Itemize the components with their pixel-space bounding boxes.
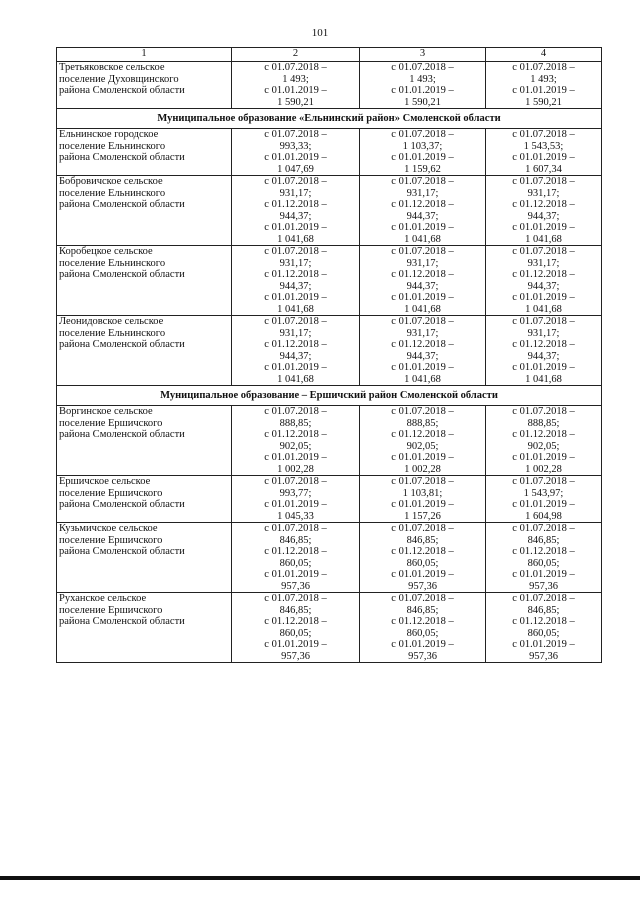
rate-line: 1 103,37;	[402, 140, 443, 152]
section-heading: Муниципальное образование «Ельнинский район» Смоленской области	[57, 109, 602, 129]
rate-cell-c2	[232, 316, 360, 386]
tariff-table	[56, 47, 602, 663]
rate-line: 931,17;	[279, 327, 312, 339]
rate-cell-c3	[360, 523, 486, 593]
column-number-2: 2	[232, 48, 360, 62]
rate-line: с 01.01.2019 –	[391, 569, 454, 580]
rate-line: с 01.07.2018 –	[391, 476, 454, 487]
rate-line: 846,85;	[279, 604, 312, 616]
settlement-name-line: поселение Ельнинского	[59, 257, 166, 269]
rate-line: с 01.01.2019 –	[512, 569, 575, 580]
rate-line: 1 493;	[409, 73, 436, 85]
rate-line: 931,17;	[279, 257, 312, 269]
rate-cell-c4	[486, 176, 602, 246]
rate-line: 931,17;	[406, 187, 439, 199]
rate-line: 860,05;	[279, 627, 312, 639]
rate-line: с 01.12.2018 –	[512, 616, 575, 627]
settlement-name-line: Воргинское сельское	[59, 406, 153, 417]
rate-line: с 01.07.2018 –	[264, 176, 327, 187]
rate-line: с 01.07.2018 –	[264, 523, 327, 534]
rate-line: 1 041,68	[404, 233, 441, 245]
rate-cell-c4	[486, 62, 602, 109]
rate-line: с 01.07.2018 –	[264, 593, 327, 604]
rate-line: 902,05;	[279, 440, 312, 452]
rate-line: с 01.07.2018 –	[391, 316, 454, 327]
rate-line: с 01.12.2018 –	[512, 429, 575, 440]
rate-line: 944,37;	[406, 210, 439, 222]
settlement-row	[57, 129, 602, 176]
settlement-name	[57, 523, 232, 593]
rate-line: 931,17;	[279, 187, 312, 199]
settlement-name-line: Ельнинское городское	[59, 129, 159, 140]
rate-line: 944,37;	[527, 280, 560, 292]
rate-line: с 01.01.2019 –	[264, 362, 327, 373]
settlement-name-line: Руханское сельское	[59, 593, 147, 604]
rate-line: 1 041,68	[525, 233, 562, 245]
rate-line: 1 041,68	[277, 233, 314, 245]
rate-line: с 01.01.2019 –	[512, 362, 575, 373]
rate-line: 1 590,21	[277, 96, 314, 108]
settlement-name-line: района Смоленской области	[59, 269, 185, 280]
rate-line: с 01.12.2018 –	[264, 616, 327, 627]
rate-line: с 01.01.2019 –	[391, 499, 454, 510]
rate-line: 931,17;	[406, 257, 439, 269]
rate-line: с 01.07.2018 –	[391, 62, 454, 73]
rate-line: 931,17;	[406, 327, 439, 339]
rate-line: 993,77;	[279, 487, 312, 499]
rate-line: 888,85;	[406, 417, 439, 429]
rate-line: с 01.01.2019 –	[512, 292, 575, 303]
settlement-name	[57, 316, 232, 386]
rate-line: с 01.07.2018 –	[512, 62, 575, 73]
rate-line: 1 493;	[282, 73, 309, 85]
rate-line: 1 590,21	[525, 96, 562, 108]
settlement-name	[57, 593, 232, 663]
rate-cell-c4	[486, 476, 602, 523]
rate-line: с 01.01.2019 –	[264, 292, 327, 303]
rate-line: с 01.01.2019 –	[391, 152, 454, 163]
rate-line: 846,85;	[406, 604, 439, 616]
rate-cell-c4	[486, 593, 602, 663]
rate-cell-c3	[360, 316, 486, 386]
settlement-name-line: поселение Ершичского	[59, 534, 163, 546]
rate-line: с 01.12.2018 –	[264, 269, 327, 280]
column-number-4: 4	[486, 48, 602, 62]
settlement-name	[57, 476, 232, 523]
section-heading: Муниципальное образование – Ершичский район Смоленской области	[57, 386, 602, 406]
settlement-row	[57, 523, 602, 593]
rate-line: с 01.12.2018 –	[264, 546, 327, 557]
rate-line: с 01.07.2018 –	[264, 406, 327, 417]
rate-cell-c3	[360, 246, 486, 316]
settlement-name-line: Коробецкое сельское	[59, 246, 153, 257]
settlement-name	[57, 176, 232, 246]
settlement-name-line: Леонидовское сельское	[59, 316, 164, 327]
rate-cell-c2	[232, 406, 360, 476]
rate-line: с 01.01.2019 –	[512, 152, 575, 163]
rate-cell-c3	[360, 62, 486, 109]
rate-line: 1 045,33	[277, 510, 314, 522]
rate-line: 860,05;	[527, 627, 560, 639]
rate-line: с 01.07.2018 –	[264, 62, 327, 73]
rate-line: 1 041,68	[404, 373, 441, 385]
settlement-name-line: Ершичское сельское	[59, 476, 151, 487]
rate-line: с 01.12.2018 –	[391, 429, 454, 440]
rate-line: 944,37;	[279, 350, 312, 362]
rate-line: с 01.07.2018 –	[391, 246, 454, 257]
column-number-3: 3	[360, 48, 486, 62]
rate-line: с 01.12.2018 –	[391, 546, 454, 557]
settlement-name-line: района Смоленской области	[59, 152, 185, 163]
settlement-name-line: поселение Ельнинского	[59, 140, 166, 152]
section-heading-row	[57, 386, 602, 406]
rate-line: 888,85;	[279, 417, 312, 429]
settlement-row	[57, 316, 602, 386]
rate-cell-c4	[486, 246, 602, 316]
rate-line: 1 159,62	[404, 163, 441, 175]
rate-line: с 01.07.2018 –	[391, 406, 454, 417]
rate-line: 944,37;	[527, 350, 560, 362]
rate-line: 1 002,28	[525, 463, 562, 475]
rate-line: 1 041,68	[277, 303, 314, 315]
settlement-row	[57, 246, 602, 316]
rate-line: 1 041,68	[404, 303, 441, 315]
rate-line: 1 103,81;	[402, 487, 443, 499]
settlement-name-line: поселение Ершичского	[59, 417, 163, 429]
rate-cell-c2	[232, 523, 360, 593]
settlement-name-line: поселение Ельнинского	[59, 327, 166, 339]
rate-cell-c4	[486, 406, 602, 476]
rate-line: 846,85;	[279, 534, 312, 546]
rate-line: с 01.07.2018 –	[512, 316, 575, 327]
rate-line: с 01.12.2018 –	[391, 616, 454, 627]
settlement-name	[57, 129, 232, 176]
settlement-name-line: Бобровичское сельское	[59, 176, 163, 187]
rate-line: с 01.01.2019 –	[391, 452, 454, 463]
rate-line: с 01.01.2019 –	[264, 85, 327, 96]
settlement-row	[57, 406, 602, 476]
rate-cell-c2	[232, 593, 360, 663]
rate-line: 957,36	[408, 580, 437, 592]
rate-line: с 01.07.2018 –	[391, 176, 454, 187]
rate-line: с 01.12.2018 –	[264, 429, 327, 440]
rate-line: с 01.01.2019 –	[264, 639, 327, 650]
settlement-row	[57, 476, 602, 523]
rate-line: 1 543,53;	[523, 140, 564, 152]
rate-line: с 01.07.2018 –	[264, 129, 327, 140]
settlement-name	[57, 62, 232, 109]
rate-line: с 01.01.2019 –	[264, 152, 327, 163]
rate-line: 1 041,68	[525, 303, 562, 315]
rate-line: 860,05;	[406, 627, 439, 639]
rate-line: с 01.01.2019 –	[391, 639, 454, 650]
rate-line: с 01.01.2019 –	[264, 569, 327, 580]
rate-cell-c2	[232, 129, 360, 176]
rate-line: с 01.07.2018 –	[512, 246, 575, 257]
rate-line: 944,37;	[406, 350, 439, 362]
rate-line: с 01.01.2019 –	[264, 452, 327, 463]
rate-line: с 01.01.2019 –	[391, 222, 454, 233]
rate-line: 902,05;	[406, 440, 439, 452]
rate-cell-c2	[232, 176, 360, 246]
rate-cell-c4	[486, 316, 602, 386]
rate-line: с 01.01.2019 –	[512, 499, 575, 510]
rate-line: 1 002,28	[277, 463, 314, 475]
rate-line: с 01.12.2018 –	[512, 546, 575, 557]
rate-line: с 01.12.2018 –	[391, 269, 454, 280]
settlement-name-line: района Смоленской области	[59, 339, 185, 350]
rate-line: 846,85;	[527, 604, 560, 616]
rate-line: 860,05;	[527, 557, 560, 569]
rate-line: с 01.07.2018 –	[391, 129, 454, 140]
settlement-name-line: района Смоленской области	[59, 499, 185, 510]
rate-cell-c3	[360, 476, 486, 523]
rate-line: 846,85;	[406, 534, 439, 546]
rate-line: 944,37;	[279, 280, 312, 292]
rate-line: с 01.12.2018 –	[512, 269, 575, 280]
table-body	[57, 62, 602, 663]
rate-line: 1 047,69	[277, 163, 314, 175]
settlement-name-line: поселение Ершичского	[59, 487, 163, 499]
rate-line: 860,05;	[279, 557, 312, 569]
rate-line: 1 493;	[530, 73, 557, 85]
rate-line: 888,85;	[527, 417, 560, 429]
page-number: 101	[311, 27, 329, 39]
rate-line: с 01.12.2018 –	[391, 199, 454, 210]
rate-line: 860,05;	[406, 557, 439, 569]
settlement-name-line: Третьяковское сельское	[59, 62, 165, 73]
column-number-1: 1	[57, 48, 232, 62]
rate-cell-c2	[232, 476, 360, 523]
settlement-name-line: района Смоленской области	[59, 199, 185, 210]
rate-line: 957,36	[281, 580, 310, 592]
rate-line: с 01.12.2018 –	[512, 199, 575, 210]
rate-line: с 01.01.2019 –	[512, 639, 575, 650]
settlement-name	[57, 246, 232, 316]
rate-line: 957,36	[408, 650, 437, 662]
rate-line: с 01.07.2018 –	[512, 523, 575, 534]
rate-cell-c4	[486, 523, 602, 593]
rate-line: 902,05;	[527, 440, 560, 452]
settlement-row	[57, 176, 602, 246]
settlement-name-line: поселение Ершичского	[59, 604, 163, 616]
rate-cell-c2	[232, 246, 360, 316]
rate-line: с 01.12.2018 –	[512, 339, 575, 350]
rate-line: с 01.07.2018 –	[512, 176, 575, 187]
rate-line: 1 607,34	[525, 163, 562, 175]
rate-line: 957,36	[529, 580, 558, 592]
rate-line: с 01.01.2019 –	[391, 292, 454, 303]
rate-line: с 01.07.2018 –	[264, 246, 327, 257]
rate-line: с 01.01.2019 –	[391, 362, 454, 373]
rate-line: с 01.07.2018 –	[391, 593, 454, 604]
rate-line: с 01.01.2019 –	[512, 452, 575, 463]
rate-line: с 01.12.2018 –	[264, 339, 327, 350]
rate-line: с 01.07.2018 –	[512, 406, 575, 417]
rate-line: с 01.01.2019 –	[264, 222, 327, 233]
rate-line: с 01.12.2018 –	[264, 199, 327, 210]
settlement-name-line: района Смоленской области	[59, 85, 185, 96]
rate-line: с 01.01.2019 –	[264, 499, 327, 510]
settlement-name	[57, 406, 232, 476]
rate-line: 944,37;	[527, 210, 560, 222]
settlement-row	[57, 593, 602, 663]
rate-line: 957,36	[529, 650, 558, 662]
rate-line: с 01.01.2019 –	[512, 222, 575, 233]
rate-line: 931,17;	[527, 327, 560, 339]
rate-line: 944,37;	[406, 280, 439, 292]
settlement-name-line: района Смоленской области	[59, 546, 185, 557]
rate-line: с 01.12.2018 –	[391, 339, 454, 350]
rate-line: с 01.07.2018 –	[391, 523, 454, 534]
rate-line: с 01.07.2018 –	[512, 476, 575, 487]
rate-line: 957,36	[281, 650, 310, 662]
rate-cell-c3	[360, 129, 486, 176]
rate-line: 1 543,97;	[523, 487, 564, 499]
rate-line: 931,17;	[527, 187, 560, 199]
rate-cell-c2	[232, 62, 360, 109]
rate-line: 1 590,21	[404, 96, 441, 108]
rate-cell-c3	[360, 176, 486, 246]
settlement-name-line: района Смоленской области	[59, 429, 185, 440]
rate-line: с 01.07.2018 –	[512, 593, 575, 604]
rate-line: 1 041,68	[525, 373, 562, 385]
rate-cell-c3	[360, 406, 486, 476]
section-heading-row	[57, 109, 602, 129]
rate-line: 1 157,26	[404, 510, 441, 522]
column-number-row	[57, 48, 602, 62]
rate-line: 944,37;	[279, 210, 312, 222]
rate-line: 1 002,28	[404, 463, 441, 475]
rate-line: 931,17;	[527, 257, 560, 269]
settlement-name-line: поселение Ельнинского	[59, 187, 166, 199]
rate-line: 1 604,98	[525, 510, 562, 522]
rate-cell-c4	[486, 129, 602, 176]
rate-line: с 01.01.2019 –	[512, 85, 575, 96]
bottom-rule	[0, 876, 640, 880]
rate-line: с 01.01.2019 –	[391, 85, 454, 96]
rate-line: 993,33;	[279, 140, 312, 152]
rate-line: с 01.07.2018 –	[264, 476, 327, 487]
rate-line: 1 041,68	[277, 373, 314, 385]
settlement-row	[57, 62, 602, 109]
rate-line: с 01.07.2018 –	[264, 316, 327, 327]
rate-cell-c3	[360, 593, 486, 663]
settlement-name-line: района Смоленской области	[59, 616, 185, 627]
settlement-name-line: Кузьмичское сельское	[59, 523, 158, 534]
rate-line: с 01.07.2018 –	[512, 129, 575, 140]
rate-line: 846,85;	[527, 534, 560, 546]
settlement-name-line: поселение Духовщинского	[59, 73, 179, 85]
